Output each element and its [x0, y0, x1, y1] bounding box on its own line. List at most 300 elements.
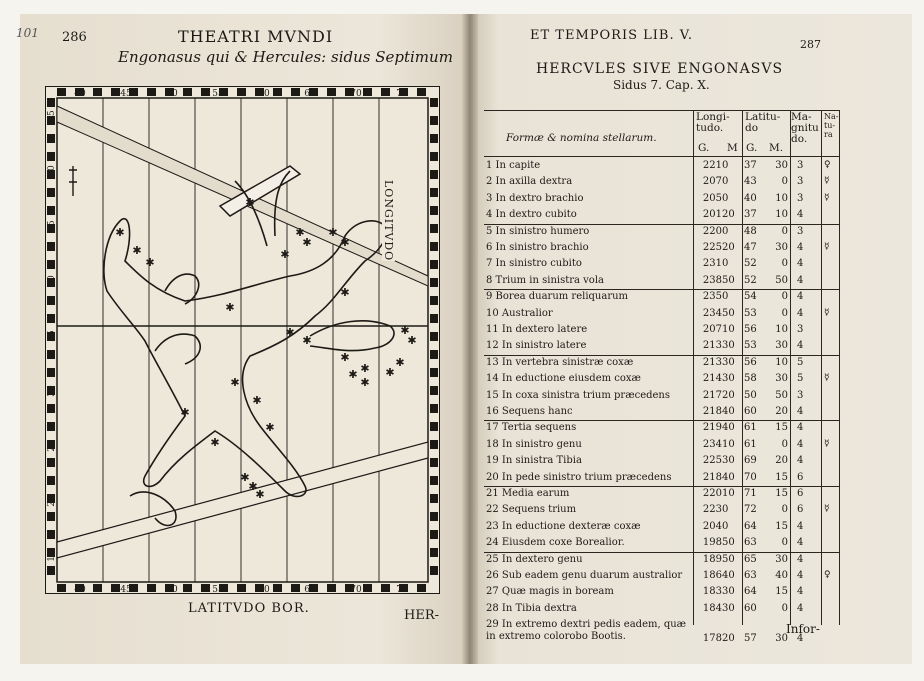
latitude-degrees: 64	[744, 586, 757, 598]
border-check	[430, 296, 438, 305]
border-check	[430, 476, 438, 485]
latitude-degrees: 43	[744, 176, 757, 188]
table-row	[484, 242, 840, 257]
longitude-degrees: 178	[702, 633, 722, 645]
longitude-degrees: 234	[702, 307, 722, 319]
table-row	[484, 308, 840, 323]
longitude-minutes: 0	[722, 225, 729, 237]
star-icon: ✱	[210, 436, 220, 449]
header-rule	[484, 156, 840, 157]
latitude-degrees: 57	[744, 633, 757, 645]
sub-header-m2: M.	[769, 142, 784, 154]
border-check	[430, 188, 438, 197]
longitude-degrees: 234	[702, 438, 722, 450]
group-rule	[484, 355, 840, 356]
border-check	[430, 260, 438, 269]
border-check	[417, 88, 426, 96]
longitude-minutes: 0	[722, 258, 729, 270]
border-check	[430, 404, 438, 413]
latitude-minutes: 0	[781, 225, 788, 237]
longitude-minutes: 40	[722, 406, 735, 417]
latitude-degrees: 64	[744, 520, 757, 532]
latitude-minutes: 20	[775, 406, 788, 417]
bottom-scale-label: 50	[166, 585, 178, 594]
longitude-degrees: 213	[702, 340, 722, 352]
left-catchword: HER-	[404, 608, 440, 623]
star-name: 2 In axilla dextra	[486, 176, 573, 188]
nature-symbol: ☿	[824, 176, 830, 187]
magnitude: 3	[797, 192, 804, 204]
latitude-minutes: 20	[775, 455, 788, 467]
longitude-minutes: 0	[722, 291, 729, 303]
star-icon: ✱	[302, 236, 312, 249]
longitude-degrees: 201	[702, 209, 722, 221]
longitude-minutes: 20	[722, 209, 735, 221]
latitude-minutes: 0	[781, 291, 788, 303]
star-icon: ✱	[395, 356, 405, 369]
border-check	[430, 458, 438, 467]
latitude-minutes: 15	[775, 586, 788, 598]
latitude-minutes: 10	[775, 356, 788, 368]
left-scale-label: 45	[47, 220, 57, 232]
latitude-degrees: 48	[744, 225, 757, 237]
border-check	[237, 88, 246, 96]
longitude-degrees: 218	[702, 406, 722, 417]
table-row	[484, 603, 840, 618]
latitude-minutes: 30	[775, 340, 788, 352]
table-row	[484, 390, 840, 405]
left-scale-label: 55	[47, 110, 57, 122]
top-scale-label: 75	[396, 89, 408, 99]
star-icon: ✱	[360, 376, 370, 389]
longitude-minutes: 0	[722, 192, 729, 204]
table-row	[484, 406, 840, 421]
top-scale-label: 45	[120, 89, 132, 99]
border-check	[430, 170, 438, 179]
latitude-minutes: 0	[781, 504, 788, 516]
latitude-degrees: 65	[744, 553, 757, 565]
border-check	[183, 88, 192, 96]
table-top-rule	[484, 110, 840, 111]
longitude-degrees: 220	[702, 225, 722, 237]
latitude-minutes: 15	[775, 520, 788, 532]
border-check	[47, 530, 55, 539]
border-check	[147, 88, 156, 96]
longitude-degrees: 217	[702, 389, 722, 401]
star-name: 21 Media earum	[486, 488, 570, 499]
longitude-minutes: 50	[722, 537, 735, 549]
latitude-degrees: 61	[744, 422, 757, 434]
star-name: 9 Borea duarum reliquarum	[486, 291, 629, 303]
star-icon: ✱	[180, 406, 190, 419]
border-check	[430, 98, 438, 107]
border-check	[47, 134, 55, 143]
latitude-degrees: 37	[744, 160, 757, 171]
header-latitude: Latitu- do	[745, 111, 781, 134]
border-check	[430, 440, 438, 449]
group-rule	[484, 289, 840, 290]
star-icon: ✱	[115, 226, 125, 239]
border-check	[47, 188, 55, 197]
star-name: 25 In dextero genu	[486, 553, 583, 565]
magnitude: 4	[797, 340, 804, 352]
bottom-scale-label: 65	[304, 585, 316, 594]
table-row	[484, 275, 840, 290]
border-check	[430, 134, 438, 143]
star-name: 29 In extremo dextri pedis eadem, quæ in extremo colorobo Bootis.	[486, 619, 687, 643]
nature-symbol: ♀	[824, 160, 831, 170]
latitude-degrees: 54	[744, 291, 757, 303]
table-row	[484, 160, 840, 175]
magnitude: 4	[797, 291, 804, 303]
border-check	[57, 88, 66, 96]
latitude-degrees: 52	[744, 258, 757, 270]
border-check	[381, 88, 390, 96]
border-check	[93, 88, 102, 96]
table-row	[484, 291, 840, 306]
star-icon: ✱	[255, 488, 265, 501]
longitude-minutes: 0	[722, 160, 729, 171]
longitude-degrees: 189	[702, 553, 722, 565]
border-check	[430, 548, 438, 557]
table-row	[484, 193, 840, 208]
border-check	[47, 422, 55, 431]
latitude-minutes: 0	[781, 307, 788, 319]
border-check	[201, 88, 210, 96]
star-name: 23 In eductione dexteræ coxæ	[486, 520, 641, 532]
left-running-head: THEATRI MVNDI	[178, 27, 334, 46]
star-name: 16 Sequens hanc	[486, 406, 573, 417]
border-check	[430, 368, 438, 377]
table-row	[484, 357, 840, 372]
star-name: 15 In coxa sinistra trium præcedens	[486, 389, 671, 401]
border-check	[430, 494, 438, 503]
latitude-minutes: 0	[781, 537, 788, 549]
table-row	[484, 554, 840, 569]
table-row	[484, 324, 840, 339]
star-name: 12 In sinistro latere	[486, 340, 587, 352]
nature-symbol: ☿	[824, 242, 830, 252]
star-icon: ✱	[340, 236, 350, 249]
magnitude: 3	[797, 225, 804, 237]
magnitude: 4	[797, 209, 804, 221]
magnitude: 6	[797, 471, 804, 483]
magnitude: 4	[797, 406, 804, 417]
latitude-minutes: 30	[775, 373, 788, 385]
magnitude: 4	[797, 422, 804, 434]
latitude-degrees: 72	[744, 504, 757, 516]
border-check	[93, 584, 102, 592]
longitude-minutes: 20	[722, 242, 735, 253]
star-name: 13 In vertebra sinistræ coxæ	[486, 356, 634, 368]
longitude-minutes: 0	[722, 520, 729, 532]
latitude-degrees: 53	[744, 340, 757, 352]
longitude-minutes: 50	[722, 274, 735, 286]
border-check	[430, 566, 438, 575]
top-scale-label: 60	[258, 89, 270, 99]
star-name: 22 Sequens trium	[486, 504, 577, 516]
border-check	[57, 584, 66, 592]
bottom-scale-label: 70	[350, 585, 362, 594]
magnitude: 4	[797, 307, 804, 319]
border-check	[430, 332, 438, 341]
longitude-minutes: 30	[722, 586, 735, 598]
latitude-degrees: 61	[744, 438, 757, 450]
border-check	[430, 512, 438, 521]
border-check	[327, 584, 336, 592]
longitude-label: LONGITVDO	[382, 180, 395, 262]
border-check	[47, 476, 55, 485]
latitude-degrees: 52	[744, 274, 757, 286]
latitude-degrees: 50	[744, 389, 757, 401]
left-scale-label: 20	[47, 495, 57, 507]
star-icon: ✱	[225, 301, 235, 314]
latitude-degrees: 37	[744, 209, 757, 221]
longitude-minutes: 20	[722, 633, 735, 645]
border-check	[47, 242, 55, 251]
longitude-degrees: 205	[702, 192, 722, 204]
magnitude: 4	[797, 520, 804, 532]
header-name: Formæ & nomina stellarum.	[506, 132, 657, 144]
border-check	[47, 404, 55, 413]
longitude-minutes: 40	[722, 422, 735, 434]
border-check	[47, 296, 55, 305]
top-scale-label: 40	[74, 89, 86, 99]
left-scale-label: 25	[47, 440, 57, 452]
top-scale-label: 65	[304, 89, 316, 99]
latitude-minutes: 10	[775, 192, 788, 204]
longitude-degrees: 218	[702, 471, 722, 483]
latitude-minutes: 30	[775, 553, 788, 565]
star-name: 4 In dextro cubito	[486, 209, 577, 221]
star-name: 17 Tertia sequens	[486, 422, 577, 434]
magnitude: 4	[797, 586, 804, 598]
header-longitude: Longi- tudo.	[696, 111, 730, 134]
latitude-minutes: 30	[775, 160, 788, 171]
latitude-degrees: 53	[744, 307, 757, 319]
latitude-minutes: 30	[775, 633, 788, 645]
longitude-degrees: 207	[702, 176, 722, 188]
table-row	[484, 504, 840, 519]
nature-symbol: ♀	[824, 570, 831, 580]
longitude-degrees: 238	[702, 274, 722, 286]
table-row	[484, 472, 840, 487]
table-row	[484, 176, 840, 191]
magnitude: 4	[797, 274, 804, 286]
border-check	[47, 206, 55, 215]
star-icon: ✱	[248, 480, 258, 493]
star-name: 27 Quæ magis in boream	[486, 586, 614, 598]
right-catchword: Infor-	[786, 622, 820, 636]
right-title: HERCVLES SIVE ENGONASVS	[536, 61, 784, 77]
border-check	[147, 584, 156, 592]
longitude-minutes: 30	[722, 373, 735, 385]
nature-symbol: ☿	[824, 373, 830, 384]
latitude-minutes: 15	[775, 422, 788, 434]
left-scale-label: 40	[47, 275, 57, 287]
longitude-degrees: 207	[702, 324, 722, 335]
latitude-degrees: 58	[744, 373, 757, 385]
nature-symbol: ☿	[824, 192, 830, 203]
magnitude: 3	[797, 160, 804, 171]
latitude-minutes: 0	[781, 602, 788, 614]
magnitude: 3	[797, 176, 804, 188]
nature-symbol: ☿	[824, 504, 830, 515]
border-check	[47, 314, 55, 323]
star-name: 10 Australior	[486, 307, 553, 319]
magnitude: 4	[797, 537, 804, 549]
star-icon: ✱	[285, 326, 295, 339]
border-check	[237, 584, 246, 592]
longitude-degrees: 184	[702, 602, 722, 614]
latitude-degrees: 40	[744, 192, 757, 204]
longitude-degrees: 235	[702, 291, 722, 303]
latitude-degrees: 47	[744, 242, 757, 253]
longitude-minutes: 10	[722, 488, 735, 499]
star-icon: ✱	[230, 376, 240, 389]
header-nature: Na- tu- ra	[824, 112, 839, 139]
border-check	[430, 224, 438, 233]
longitude-minutes: 40	[722, 570, 735, 581]
table-row	[484, 488, 840, 503]
star-icon: ✱	[348, 368, 358, 381]
group-rule	[484, 552, 840, 553]
star-name: 14 In eductione eiusdem coxæ	[486, 373, 641, 385]
left-subtitle: Engonasus qui & Hercules: sidus Septimum	[118, 48, 453, 66]
magnitude: 5	[797, 356, 804, 368]
right-subtitle: Sidus 7. Cap. X.	[613, 78, 710, 92]
border-check	[47, 152, 55, 161]
latitude-degrees: 63	[744, 537, 757, 549]
table-row	[484, 373, 840, 388]
border-check	[430, 242, 438, 251]
latitude-minutes: 10	[775, 324, 788, 335]
magnitude: 3	[797, 389, 804, 401]
latitude-degrees: 56	[744, 324, 757, 335]
border-check	[430, 314, 438, 323]
longitude-degrees: 220	[702, 488, 722, 499]
longitude-minutes: 20	[722, 389, 735, 401]
border-check	[417, 584, 426, 592]
longitude-degrees: 223	[702, 504, 722, 516]
magnitude: 4	[797, 455, 804, 467]
latitude-minutes: 40	[775, 570, 788, 581]
star-name: 24 Eiusdem coxe Borealior.	[486, 537, 625, 549]
border-check	[430, 116, 438, 125]
latitude-label: LATITVDO BOR.	[188, 601, 310, 616]
latitude-degrees: 60	[744, 406, 757, 417]
nature-symbol: ☿	[824, 438, 830, 449]
longitude-degrees: 186	[702, 570, 722, 581]
star-icon: ✱	[132, 244, 142, 257]
border-check	[47, 368, 55, 377]
star-icon: ✱	[328, 226, 338, 239]
border-check	[291, 584, 300, 592]
table-row	[484, 537, 840, 552]
sub-header-m1: M	[727, 142, 738, 154]
border-check	[430, 350, 438, 359]
table-row	[484, 455, 840, 470]
star-icon: ✱	[340, 286, 350, 299]
star-name: 18 In sinistro genu	[486, 438, 582, 450]
group-rule	[484, 420, 840, 421]
latitude-minutes: 0	[781, 176, 788, 188]
border-check	[430, 152, 438, 161]
longitude-minutes: 50	[722, 553, 735, 565]
latitude-degrees: 63	[744, 570, 757, 581]
left-scale-label: 30	[47, 385, 57, 397]
book-gutter	[462, 14, 478, 664]
top-scale-label: 70	[350, 89, 362, 99]
table-row	[484, 570, 840, 585]
table-row	[484, 521, 840, 536]
star-icon: ✱	[245, 196, 255, 209]
table-row	[484, 439, 840, 454]
star-icon: ✱	[385, 366, 395, 379]
star-name: 11 In dextero latere	[486, 324, 588, 335]
latitude-degrees: 60	[744, 602, 757, 614]
latitude-minutes: 15	[775, 471, 788, 483]
magnitude: 6	[797, 504, 804, 516]
hercules-star-map	[45, 86, 440, 594]
longitude-minutes: 40	[722, 471, 735, 483]
table-row	[484, 226, 840, 241]
longitude-degrees: 225	[702, 455, 722, 467]
table-row	[484, 340, 840, 355]
table-row	[484, 422, 840, 437]
longitude-degrees: 213	[702, 356, 722, 368]
table-row	[484, 258, 840, 273]
longitude-degrees: 204	[702, 520, 722, 532]
star-icon: ✱	[265, 421, 275, 434]
border-check	[47, 98, 55, 107]
star-icon: ✱	[302, 334, 312, 347]
table-row	[484, 209, 840, 224]
longitude-degrees: 221	[702, 160, 722, 171]
star-icon: ✱	[340, 351, 350, 364]
right-running-head: ET TEMPORIS LIB. V.	[530, 28, 693, 43]
magnitude: 4	[797, 633, 804, 645]
border-check	[363, 584, 372, 592]
star-icon: ✱	[407, 334, 417, 347]
nature-symbol: ☿	[824, 307, 830, 318]
border-check	[111, 88, 120, 96]
bottom-scale-label: 40	[74, 585, 86, 594]
border-check	[430, 278, 438, 287]
star-icon: ✱	[240, 471, 250, 484]
star-name: 3 In dextro brachio	[486, 192, 584, 204]
border-check	[363, 88, 372, 96]
longitude-minutes: 30	[722, 455, 735, 467]
latitude-degrees: 56	[744, 356, 757, 368]
star-name: 7 In sinistro cubito	[486, 258, 582, 270]
border-check	[47, 350, 55, 359]
longitude-minutes: 10	[722, 324, 735, 335]
latitude-degrees: 71	[744, 488, 757, 499]
longitude-degrees: 231	[702, 258, 722, 270]
latitude-minutes: 0	[781, 258, 788, 270]
border-check	[201, 584, 210, 592]
border-check	[47, 512, 55, 521]
border-check	[273, 584, 282, 592]
longitude-minutes: 10	[722, 438, 735, 450]
star-icon: ✱	[295, 226, 305, 239]
latitude-degrees: 69	[744, 455, 757, 467]
border-check	[273, 88, 282, 96]
magnitude: 4	[797, 438, 804, 450]
latitude-minutes: 15	[775, 488, 788, 499]
border-check	[327, 88, 336, 96]
